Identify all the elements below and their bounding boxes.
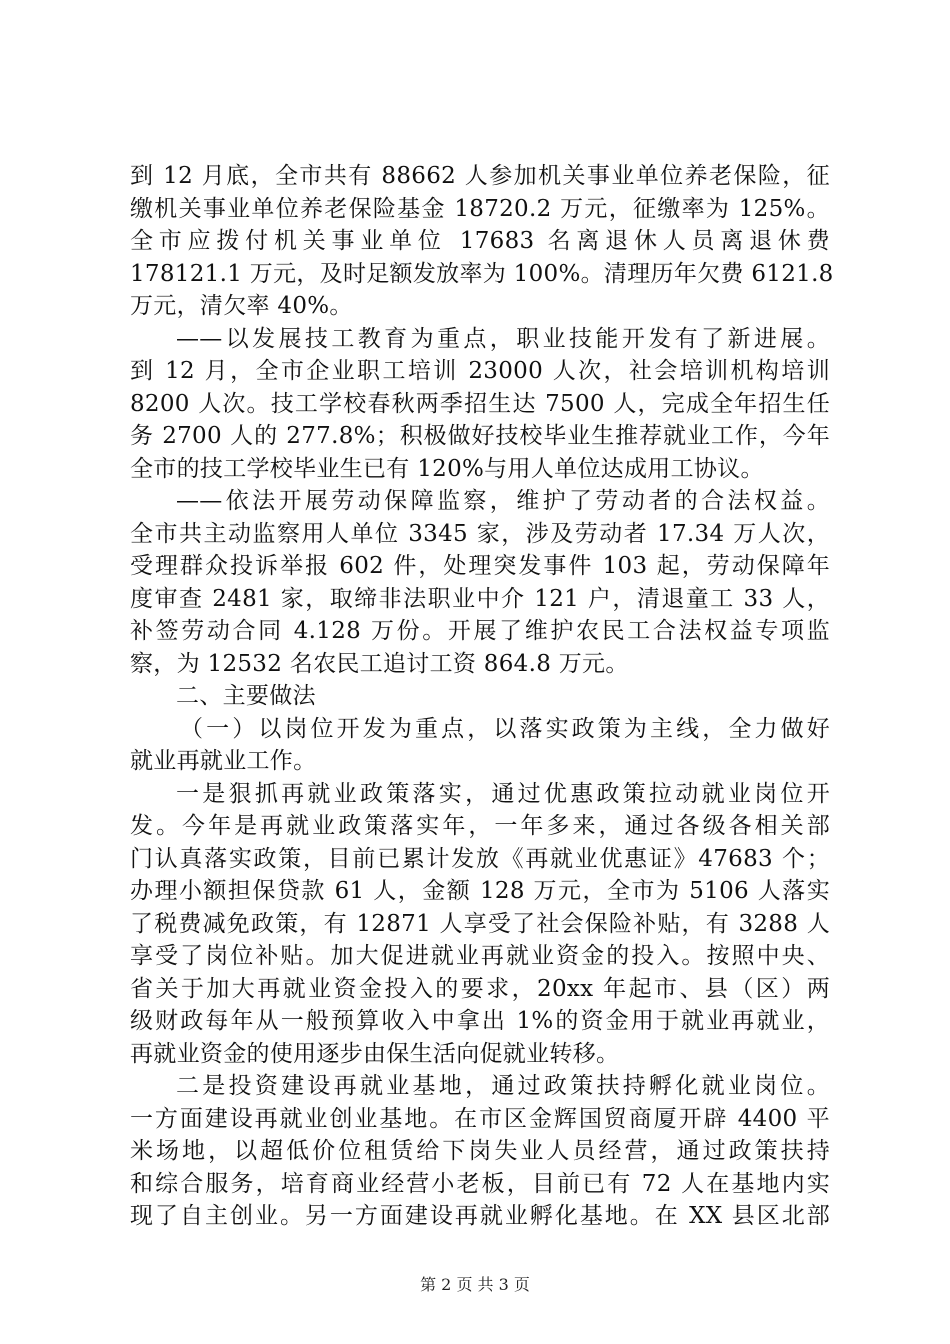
text-line: 再就业资金的使用逐步由保生活向促就业转移。 bbox=[130, 1040, 620, 1067]
text-line: 门认真落实政策，目前已累计发放《再就业优惠证》47683 个； bbox=[130, 845, 830, 872]
text-line: 全市的技工学校毕业生已有 120%与用人单位达成用工协议。 bbox=[130, 455, 764, 482]
page-number: 第 2 页 共 3 页 bbox=[420, 1275, 530, 1294]
text-line: 到 12 月，全市企业职工培训 23000 人次，社会培训机构培训 bbox=[130, 358, 830, 384]
paragraph bbox=[130, 160, 834, 323]
text-line: 务 2700 人的 277.8%；积极做好技校毕业生推荐就业工作，今年 bbox=[130, 423, 830, 449]
text-line: 8200 人次。技工学校春秋两季招生达 7500 人，完成全年招生任 bbox=[130, 390, 830, 417]
text-line: 受理群众投诉举报 602 件，处理突发事件 103 起，劳动保障年 bbox=[130, 553, 830, 579]
paragraph bbox=[130, 485, 830, 680]
text-line: 享受了岗位补贴。加大促进就业再就业资金的投入。按照中央、 bbox=[130, 943, 830, 969]
text-line: ——依法开展劳动保障监察，维护了劳动者的合法权益。 bbox=[176, 488, 830, 514]
paragraph bbox=[130, 778, 830, 1071]
text-line: 二是投资建设再就业基地，通过政策扶持孵化就业岗位。 bbox=[176, 1073, 830, 1099]
paragraph bbox=[130, 1070, 830, 1233]
text-line: 补签劳动合同 4.128 万份。开展了维护农民工合法权益专项监 bbox=[130, 618, 830, 644]
document-body bbox=[130, 160, 834, 1233]
paragraph bbox=[130, 713, 830, 778]
text-line: 了税费减免政策，有 12871 人享受了社会保险补贴，有 3288 人 bbox=[130, 910, 830, 937]
text-line: 全市共主动监察用人单位 3345 家，涉及劳动者 17.34 万人次， bbox=[130, 520, 830, 547]
text-line: 省关于加大再就业资金投入的要求，20xx 年起市、县（区）两 bbox=[130, 975, 830, 1002]
text-line: （一）以岗位开发为重点，以落实政策为主线，全力做好 bbox=[180, 715, 830, 742]
text-line: 万元，清欠率 40%。 bbox=[130, 293, 353, 319]
text-line: 就业再就业工作。 bbox=[130, 748, 317, 774]
text-line: 一是狠抓再就业政策落实，通过优惠政策拉动就业岗位开 bbox=[176, 780, 830, 807]
text-line: 到 12 月底，全市共有 88662 人参加机关事业单位养老保险，征 bbox=[130, 163, 830, 189]
text-line: ——以发展技工教育为重点，职业技能开发有了新进展。 bbox=[176, 325, 830, 352]
text-line: 级财政每年从一般预算收入中拿出 1%的资金用于就业再就业， bbox=[130, 1008, 830, 1034]
text-line: 发。今年是再就业政策落实年，一年多来，通过各级各相关部 bbox=[130, 813, 830, 839]
text-line: 缴机关事业单位养老保险基金 18720.2 万元，征缴率为 125%。 bbox=[130, 195, 830, 222]
text-line: 米场地，以超低价位租赁给下岗失业人员经营，通过政策扶持 bbox=[130, 1138, 830, 1164]
text-line: 度审查 2481 家，取缔非法职业中介 121 户，清退童工 33 人， bbox=[130, 585, 830, 612]
text-line: 察，为 12532 名农民工追讨工资 864.8 万元。 bbox=[130, 650, 629, 677]
text-line: 全市应拨付机关事业单位 17683 名离退休人员离退休费 bbox=[130, 228, 830, 254]
text-line: 178121.1 万元，及时足额发放率为 100%。清理历年欠费 6121.8 bbox=[130, 260, 834, 287]
paragraph bbox=[130, 323, 830, 486]
text-line: 和综合服务，培育商业经营小老板，目前已有 72 人在基地内实 bbox=[130, 1170, 830, 1197]
page-footer bbox=[0, 1272, 950, 1295]
section-heading bbox=[130, 680, 830, 713]
text-line: 现了自主创业。另一方面建设再就业孵化基地。在 XX 县区北部 bbox=[130, 1203, 830, 1229]
text-line: 一方面建设再就业创业基地。在市区金辉国贸商厦开辟 4400 平 bbox=[130, 1105, 830, 1132]
text-line: 二、主要做法 bbox=[176, 683, 316, 709]
text-line: 办理小额担保贷款 61 人，金额 128 万元，全市为 5106 人落实 bbox=[130, 878, 830, 904]
